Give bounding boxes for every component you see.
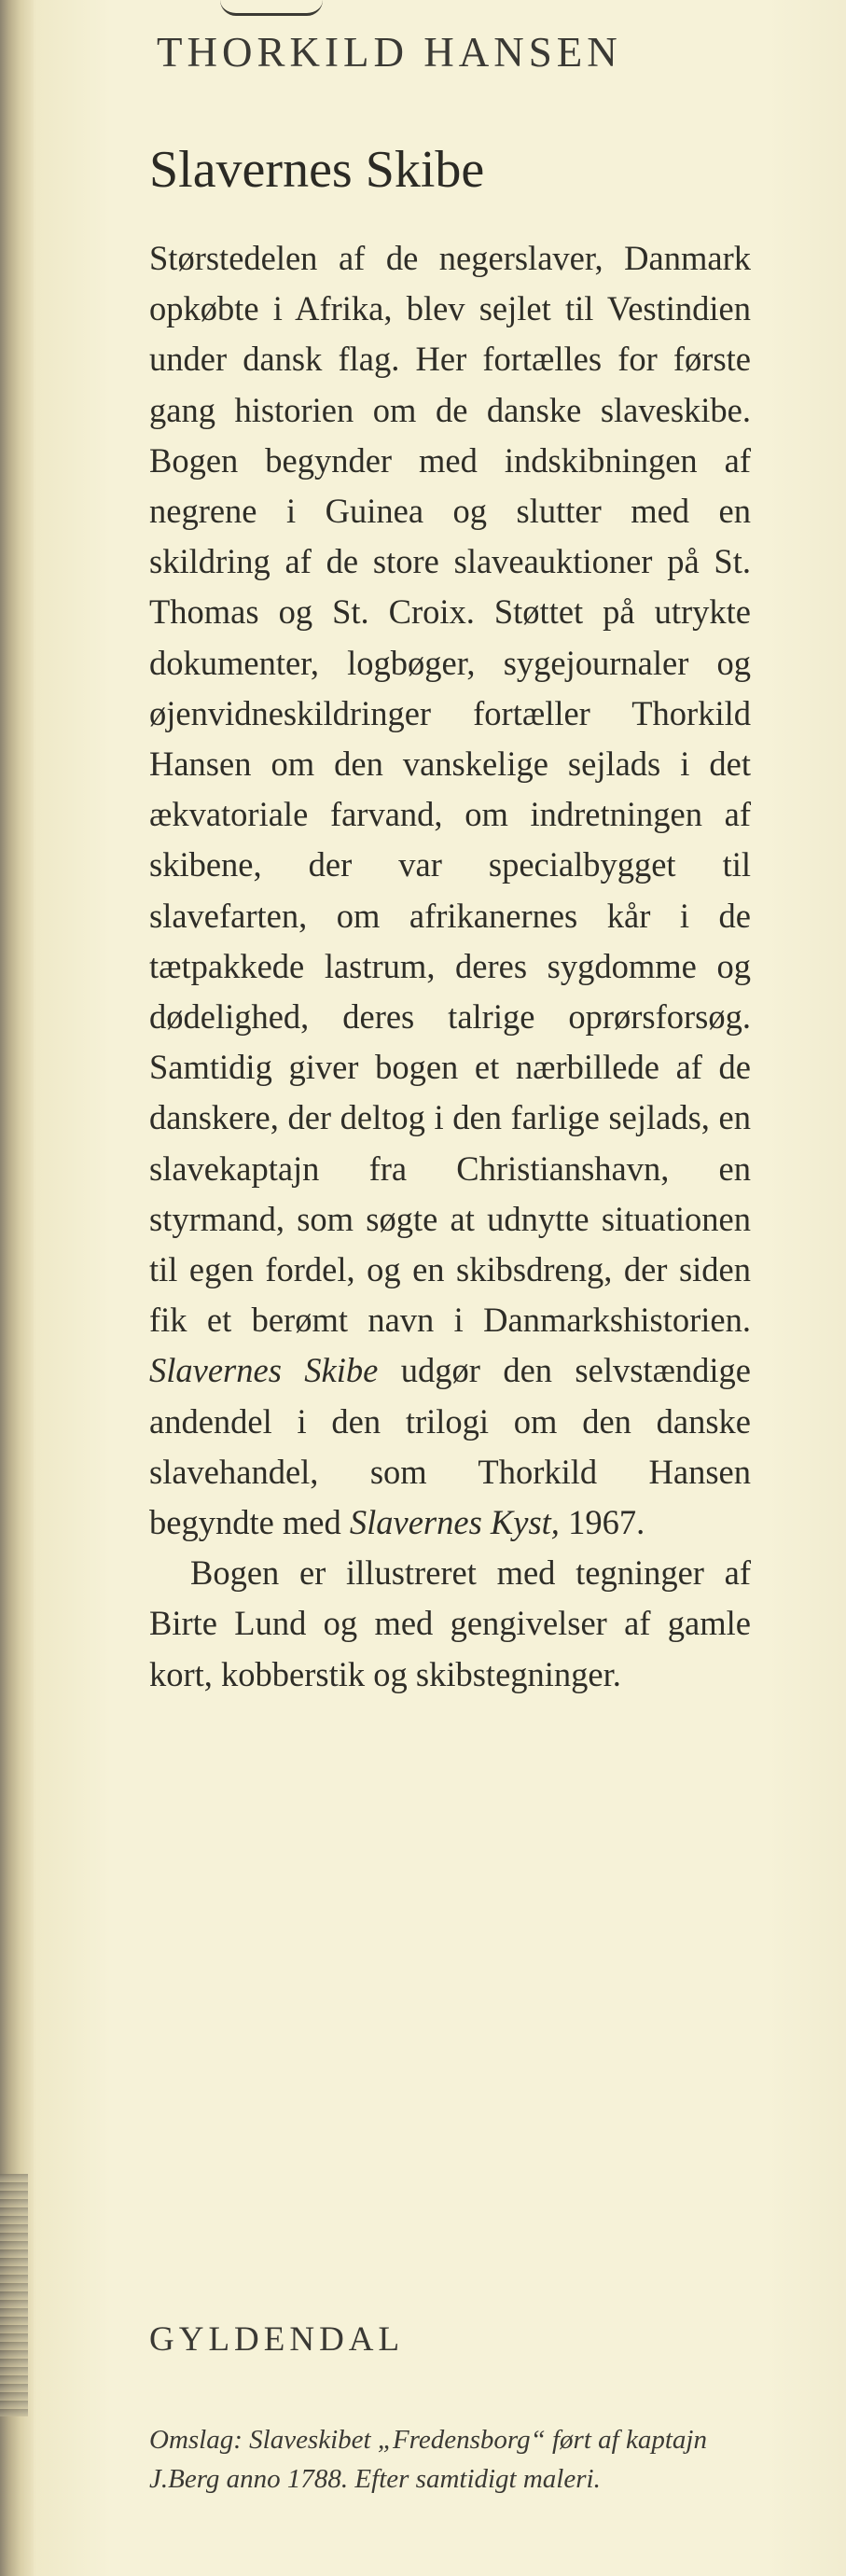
blurb-title-ref: Slavernes Kyst, (349, 1503, 560, 1542)
blurb-paragraph-2: Bogen er illustreret med tegninger af Birte Lund og med gengivelser af gamle kort, kobberstik og skibstegninger. (149, 1553, 751, 1693)
cover-caption: Omslag: Slaveskibet „Fredensborg“ ført af kaptajn J.Berg anno 1788. Efter samtidigt maleri. (149, 2425, 707, 2494)
book-title: Slavernes Skibe (149, 141, 485, 199)
blurb-text: Størstedelen af de negerslaver, Danmark opkøbte i Afrika, blev sejlet til Vestindien under dansk flag. Her fortælles for første gang historien om de danske slaveskibe. Bogen begynder med indskibningen af negrene i Guinea og slutter med en skildring af de store slaveauktioner på St. Thomas og St. Croix. Støttet på utrykte dokumenter, logbøger, sygejournaler og øjenvidneskildringer fortæller Thorkild Hansen om den vanskelige sejlads i det ækvatoriale farvand, om indretningen af skibene, der var specialbygget til slavefarten, om afrikanernes kår i de tætpakkede lastrum, deres sygdomme og dødelighed, deres talrige oprørsforsøg. Samtidig giver bogen et nærbillede af de danskere, der deltog i den farlige sejlads, en slavekaptajn fra Christianshavn, en styrmand, som søgte at udnytte situationen til egen fordel, og en skibsdreng, der siden fik et berømt navn i Danmarkshistorien. (149, 239, 751, 1340)
blurb-text: udgør den selvstændige andendel i den trilogi om den danske slavehandel, som Thorkild Hansen begyndte med (149, 1351, 751, 1542)
blurb (149, 233, 751, 1700)
author-name: THORKILD HANSEN (157, 29, 622, 76)
blurb-title-ref: Slavernes Skibe (149, 1351, 379, 1390)
spine-wear (0, 2174, 28, 2416)
top-mark (220, 0, 323, 16)
blurb-paragraph-1 (149, 233, 751, 1548)
publisher-name: GYLDENDAL (149, 2320, 405, 2359)
blurb-text: 1967. (559, 1503, 645, 1542)
